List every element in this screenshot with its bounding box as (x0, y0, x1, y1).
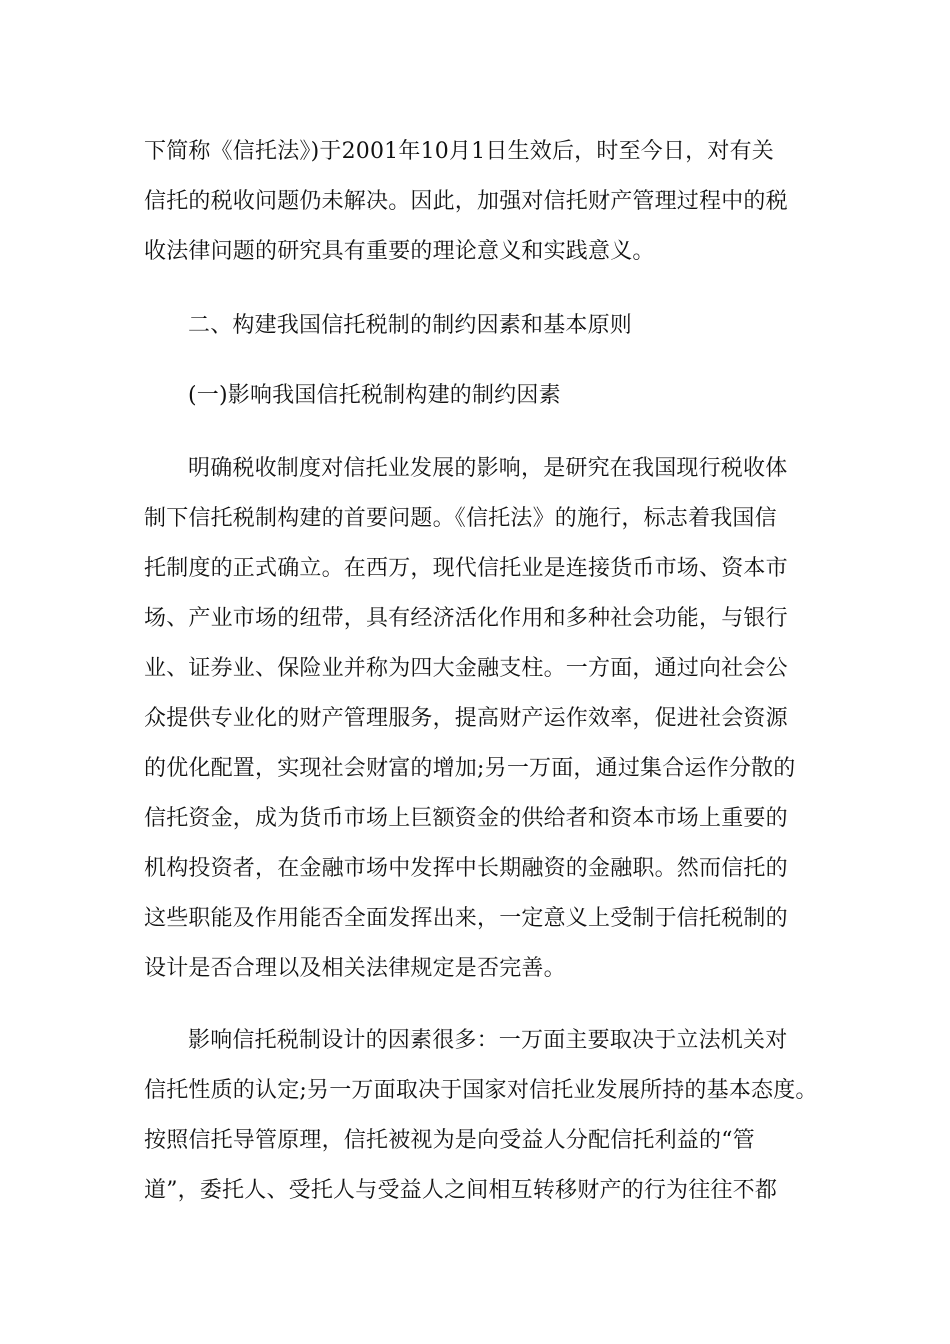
section-heading: 二、构建我国信托税制的制约因素和基本原则 (188, 313, 633, 338)
text-line: 业、证券业、保险业并称为四大金融支柱。一方面，通过向社会公 (144, 656, 788, 681)
text-line: 影响信托税制设计的因素很多：一万面主要取决于立法机关对 (188, 1028, 788, 1053)
text-line: 制下信托税制构建的首要问题。《信托法》的施行，标志着我国信 (144, 506, 777, 531)
text-line: 设计是否合理以及相关法律规定是否完善。 (144, 956, 566, 981)
text-line: 众提供专业化的财产管理服务，提高财产运作效率，促进社会资源 (144, 706, 788, 731)
text-line: 场、产业市场的纽带，具有经济活化作用和多种社会功能，与银行 (144, 606, 788, 631)
text-line: 收法律问题的研究具有重要的理论意义和实践意义。 (144, 239, 655, 264)
text-line: 按照信托导管原理，信托被视为是向受益人分配信托利益的“管 (144, 1128, 755, 1153)
text-line: 的优化配置，实现社会财富的增加;另一万面，通过集合运作分散的 (144, 756, 796, 781)
text-line: 道”，委托人、受托人与受益人之间相互转移财产的行为往往不都 (144, 1178, 778, 1203)
subsection-heading: (一)影响我国信托税制构建的制约因素 (188, 383, 561, 408)
text-line: 信托性质的认定;另一万面取决于国家对信托业发展所持的基本态度。 (144, 1078, 818, 1103)
text-line: 下简称《信托法》)于2001年10月1日生效后，时至今日，对有关 (144, 139, 774, 164)
text-line: 托制度的正式确立。在西万，现代信托业是连接货币市场、资本市 (144, 556, 788, 581)
text-line: 这些职能及作用能否全面发挥出来，一定意义上受制于信托税制的 (144, 906, 788, 931)
text-line: 信托的税收问题仍未解决。因此，加强对信托财产管理过程中的税 (144, 189, 788, 214)
text-line: 机构投资者，在金融市场中发挥中长期融资的金融职。然而信托的 (144, 856, 788, 881)
text-line: 明确税收制度对信托业发展的影响，是研究在我国现行税收体 (188, 456, 788, 481)
text-line: 信托资金，成为货币市场上巨额资金的供给者和资本市场上重要的 (144, 806, 788, 831)
